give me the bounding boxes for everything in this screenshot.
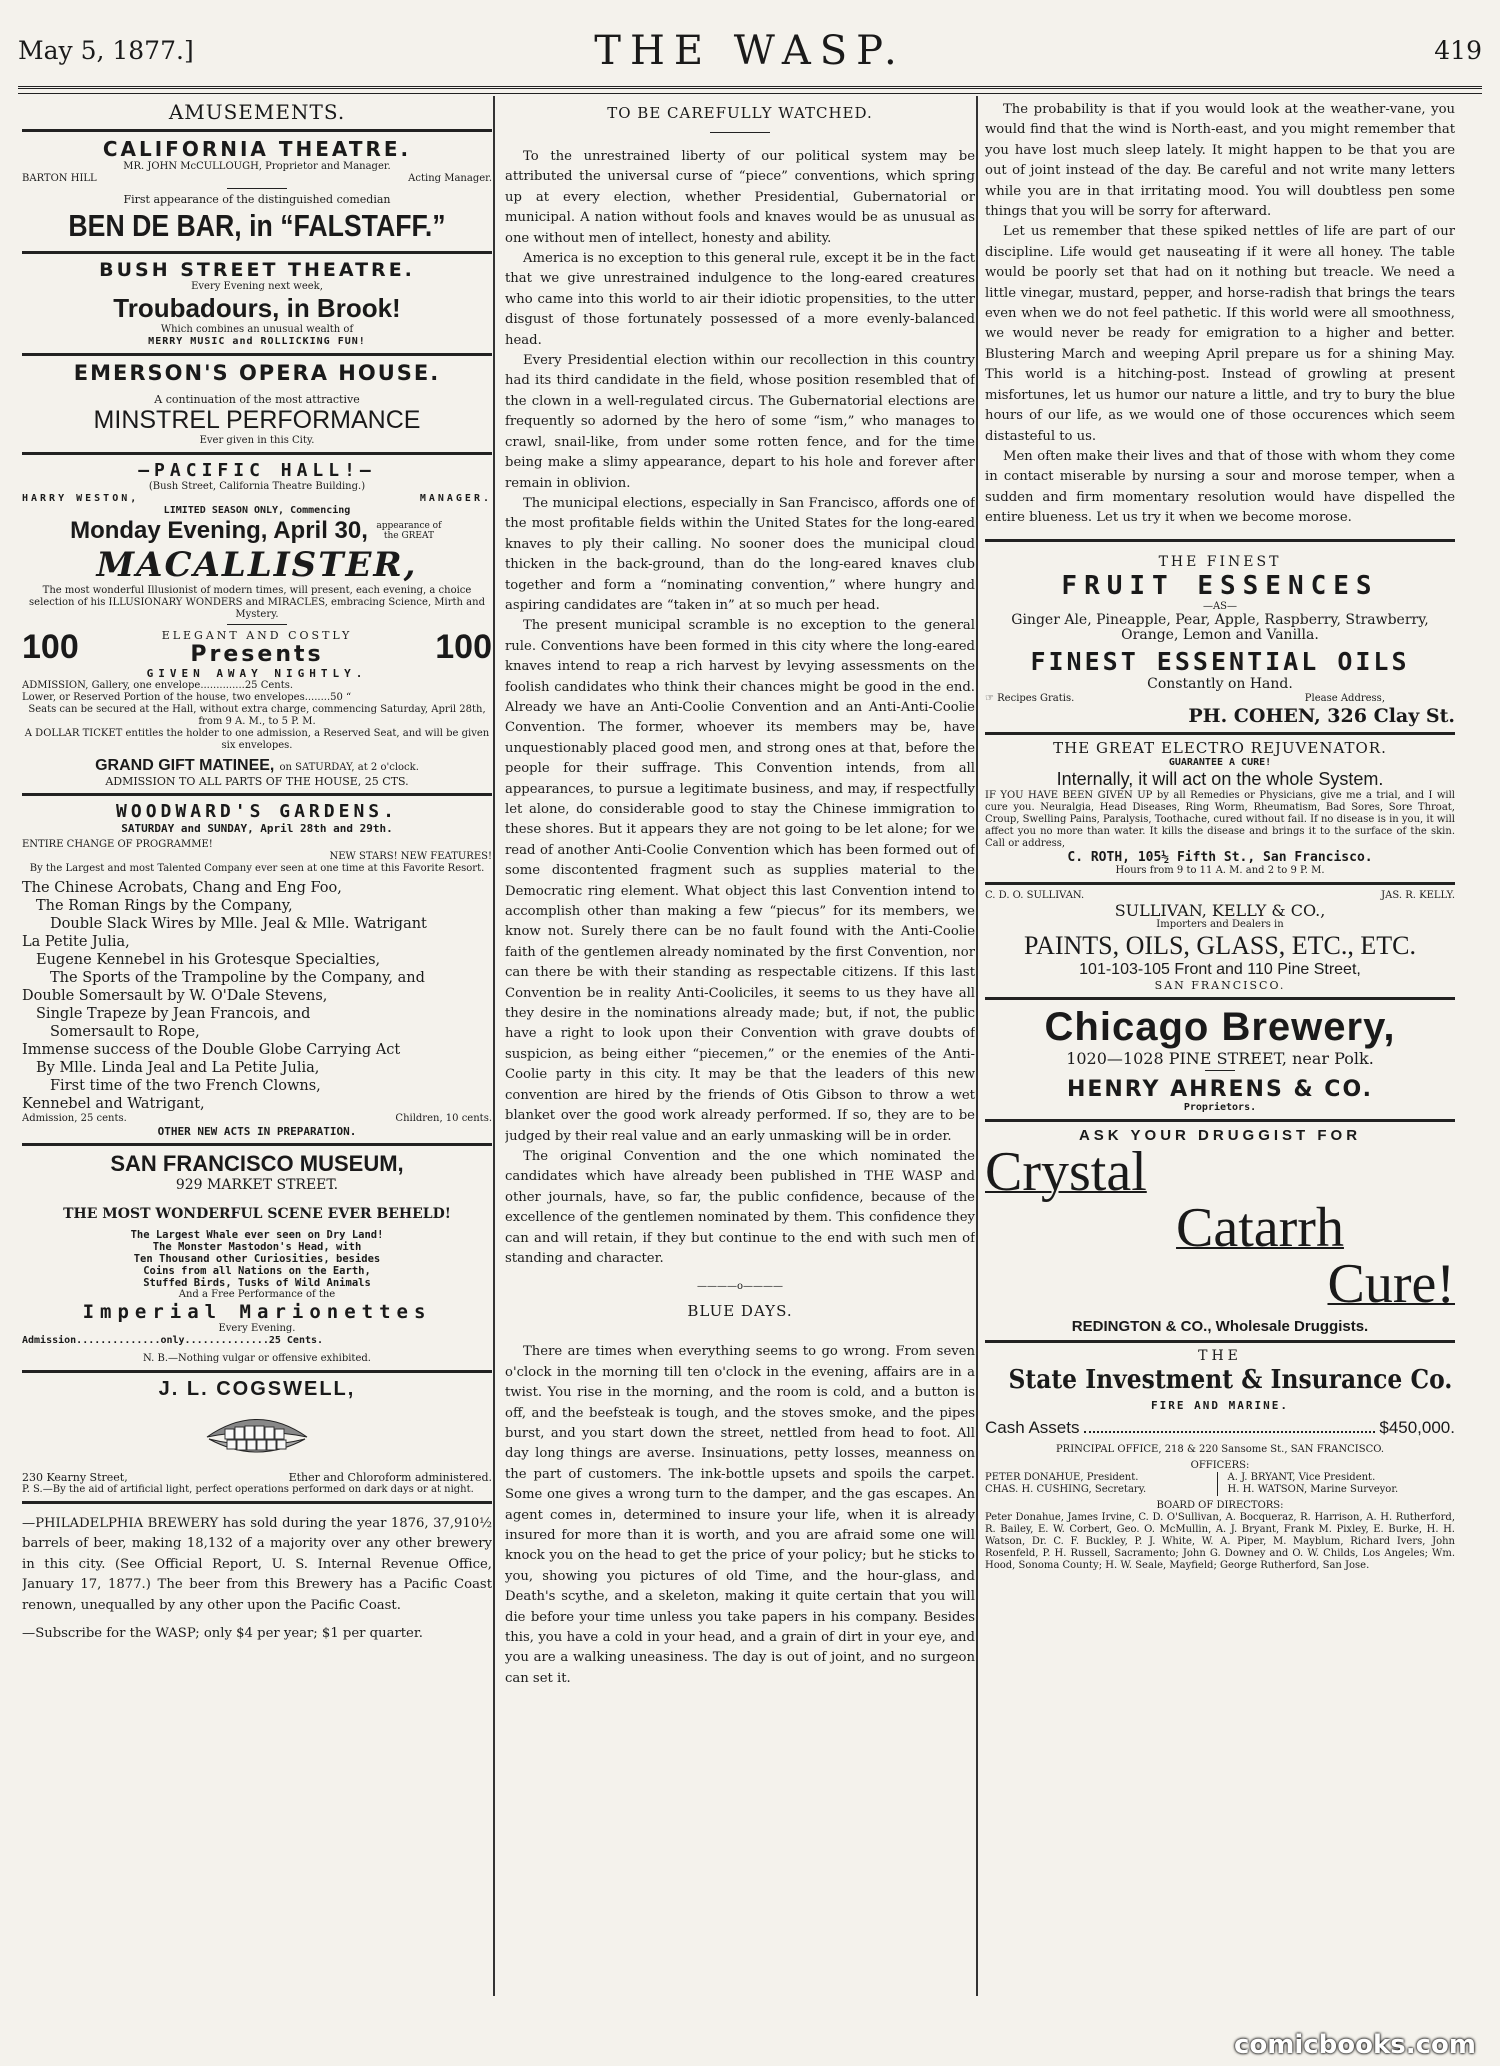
woodward-title: WOODWARD'S GARDENS.: [116, 801, 398, 822]
electro-guarantee: GUARANTEE A CURE!: [1168, 756, 1272, 768]
column-amusements: [22, 100, 492, 2000]
woodward-act: First time of the two French Clowns,: [50, 1078, 321, 1094]
state-name: State Investment & Insurance Co.: [1008, 1364, 1453, 1395]
column-divider: [493, 96, 495, 1996]
museum-admission: Admission..............only..............25 Cents.: [22, 1335, 324, 1346]
pacific-desc: The most wonderful Illusionist of modern times, will present, each evening, a choice selection of his ILLUSIONARY WONDERS and MIRACLES, embracing Science, Mirth and Mystery.: [29, 585, 485, 620]
woodward-new: NEW STARS! NEW FEATURES!: [329, 851, 492, 862]
cure-word: Cure!: [1327, 1252, 1455, 1315]
california-title: CALIFORNIA THEATRE.: [102, 137, 412, 161]
fruit-please: Please Address,: [1304, 692, 1385, 704]
fruit-hand: Constantly on Hand.: [1147, 675, 1293, 692]
chicago-henry: HENRY AHRENS & CO.: [1066, 1076, 1374, 1102]
watched-para: The original Convention and the one which nominated the candidates which have already been published in THE WASP and other journals, have, so far, the public confidence, because of the excellence of the gentlemen nominated by them. This confidence they can and will retain, if they but continue to the end with such men of standing and character.: [505, 1148, 975, 1266]
california-proprietor: MR. JOHN McCULLOUGH, Proprietor and Manager.: [123, 161, 391, 172]
watched-para: To the unrestrained liberty of our political system may be attributed the universal curse of “piece” conventions, which spring up at every election, whether Presidential, Gubernatorial or municipal. A nation without fools and knaves would be as unusual as one without men of intellect, honesty and ability.: [505, 149, 975, 246]
sullivan-name: SULLIVAN, KELLY & CO.,: [1114, 900, 1326, 920]
woodward-admission: Admission, 25 cents.: [22, 1113, 127, 1124]
sullivan-right: JAS. R. KELLY.: [1381, 889, 1455, 901]
ad-cogswell: [22, 1373, 492, 1504]
pacific-elegant: ELEGANT AND COSTLY: [161, 628, 353, 642]
woodward-act: By Mlle. Linda Jeal and La Petite Julia,: [36, 1060, 320, 1076]
state-directors: Peter Donahue, James Irvine, C. D. O'Sullivan, A. Bocqueraz, R. Harrison, A. H. Rutherford, R. Bailey, E. W. Corbert, Geo. O. McMullin, A. J. Bryant, Frank M. Pixley, E. Burke, H. H. Watson, Dr. C. F. Buckley, P. J. White, W. A. Piper, M. Mayblum, Richard Ivers, John Rosenfeld, P. H. Russell, Sacramento; John G. Downey and O. W. Childs, Los Angeles; Wm. Hood, Sonoma County; H. W. Seale, Mayfield; George Rutherford, San Jose.: [985, 1511, 1455, 1571]
bush-desc: Which combines an unusual wealth of: [160, 324, 354, 335]
bush-show: Troubadours, in Brook!: [113, 293, 401, 323]
bush-fun: MERRY MUSIC and ROLLICKING FUN!: [148, 336, 366, 347]
state-cash-label: Cash Assets: [985, 1417, 1080, 1437]
presents-count-left: 100: [22, 628, 79, 666]
officer-marine-surveyor: H. H. WATSON, Marine Surveyor.: [1227, 1483, 1399, 1495]
state-board: BOARD OF DIRECTORS:: [1156, 1499, 1284, 1511]
sullivan-city: SAN FRANCISCO.: [1154, 978, 1286, 992]
woodward-act: The Roman Rings by the Company,: [36, 898, 293, 914]
sullivan-paints: PAINTS, OILS, GLASS, ETC., ETC.: [1024, 930, 1416, 960]
crystal-redington: REDINGTON & CO., Wholesale Druggists.: [1071, 1317, 1369, 1335]
masthead: [18, 28, 1482, 86]
electro-hours: Hours from 9 to 11 A. M. and 2 to 9 P. M.: [1115, 864, 1325, 876]
crystal-word: Crystal: [985, 1140, 1147, 1203]
museum-line: The Largest Whale ever seen on Dry Land!: [130, 1229, 384, 1241]
fruit-finest: THE FINEST: [1158, 553, 1282, 570]
state-office: PRINCIPAL OFFICE, 218 & 220 Sansome St., SAN FRANCISCO.: [1055, 1443, 1385, 1455]
fruit-list: Ginger Ale, Pineapple, Pear, Apple, Raspberry, Strawberry, Orange, Lemon and Vanilla.: [1011, 611, 1429, 643]
woodward-change: ENTIRE CHANGE OF PROGRAMME!: [22, 839, 213, 850]
electro-roth: C. ROTH, 105½ Fifth St., San Francisco.: [1067, 849, 1373, 865]
crystal-ask: ASK YOUR DRUGGIST FOR: [1078, 1126, 1362, 1144]
museum-every: Every Evening.: [218, 1323, 296, 1334]
blue-para: There are times when everything seems to go wrong. From seven o'clock in the morning till ten o'clock in the evening, affairs are in a twist. You rise in the morning, and the room is cold, and a button is off, and the beefsteak is tough, and the stoves smoke, and the pipes burst, and you start down the street, nettled from head to foot. All day long things are averse. Insinuations, petty losses, meanness on the part of customers. The ink-bottle upsets and spoils the carpet. Some one gives a wrong turn to the damper, and the gas escapes. An agent comes in, determined to insure your life, when it is already insured for more than it is worth, and you are afraid some one will knock you on the head to get the price of your policy; but he sticks to you, showing you pictures of old Time, and the hour-glass, and Death's scythe, and a skeleton, making it quite certain that you will die before your time unless you take papers in his company. Besides this, you have a cold in your head, and a grain of dirt in your eye, and you are a walking uneasiness. The day is out of joint, and no surgeon can set it.: [505, 1344, 975, 1686]
emerson-cont: A continuation of the most attractive: [154, 393, 360, 406]
woodward-days: SATURDAY and SUNDAY, April 28th and 29th.: [121, 822, 393, 835]
pacific-grand: GRAND GIFT MATINEE,: [95, 757, 275, 774]
ad-crystal-catarrh: [985, 1122, 1455, 1343]
emerson-show: MINSTREL PERFORMANCE: [93, 406, 421, 434]
pacific-presents: Presents: [190, 641, 324, 667]
chicago-proprietors: Proprietors.: [1183, 1101, 1257, 1113]
fruit-as: —AS—: [1202, 600, 1238, 612]
ad-electro: [985, 735, 1455, 885]
woodward-act: The Chinese Acrobats, Chang and Eng Foo,: [22, 880, 342, 896]
officer-vice-president: A. J. BRYANT, Vice President.: [1227, 1471, 1376, 1483]
woodward-act: Kennebel and Watrigant,: [22, 1096, 205, 1112]
masthead-rule: [18, 86, 1482, 94]
pacific-star: MACALLISTER,: [96, 545, 418, 585]
woodward-acts: [22, 879, 492, 1113]
fruit-oils: FINEST ESSENTIAL OILS: [1030, 646, 1410, 676]
ad-chicago-brewery: [985, 1000, 1455, 1122]
california-manager-role: Acting Manager.: [408, 173, 492, 184]
amusements-heading-block: [22, 100, 492, 132]
museum-nb: N. B.—Nothing vulgar or offensive exhibited.: [143, 1353, 371, 1364]
presents-count-right: 100: [435, 628, 492, 666]
woodward-act: The Sports of the Trampoline by the Company, and: [50, 970, 425, 986]
watched-para: Every Presidential election within our recollection in this country had its third candidate in the field, whose position resembled that of the clown in a well-regulated circus. The Gubernatorial elections are frequently so adorned by the hero of some “ism,” who manages to crawl, snail-like, from under some rotten fence, and for the time being make a slimy appearance, depart to his hole and forever after remain in oblivion.: [505, 353, 975, 491]
pacific-title: —PACIFIC HALL!—: [138, 460, 376, 481]
brewery-note-block: [22, 1514, 492, 1644]
watermark: comicbooks.com: [1233, 2030, 1476, 2060]
state-the: THE: [1198, 1347, 1242, 1364]
woodward-act: Immense success of the Double Globe Carrying Act: [22, 1042, 401, 1058]
ad-california-theatre: [22, 132, 492, 254]
watched-article: [505, 147, 975, 1269]
fruit-cohen: PH. COHEN, 326 Clay St.: [1188, 704, 1455, 727]
watched-para: The present municipal scramble is no exception to the general rule. Conventions have been formed in this city where the long-eared knaves intend to reap a rich harvest by levying assessments on the foolish candidates who think their chances might be good in the end. Already we have an Anti-Coolie Convention and an Anti-Anti-Coolie Convention. The former, whoever its members may be, have unquestionably placed good men, and strong ones at that, before the people for their suffrage. This Convention intends, from all appearances, to pursue a legitimate business, and may, if respectfully let alone, do considerable good to stay the Chinese immigration to these shores. But it appears they are not going to be let alone; for we read of another Anti-Coolie Convention which has been formed out of some discontented fragment such as supplies material to the Democratic ring element. What object this last Convention intend to accomplish other than making a few “piecus” for its members, we know not. Surely there can be no fault found with the Anti-Coolie faith of the gentlemen already nominated by the first Convention, nor can there be with their standing as respectable citizens. If this last Convention be in reality Anti-Cooliciles, it seems to us they have all they desire in the nominations already made; but, if not, the public have a right to look upon their Convention with grave doubts of suspicion, as being either “piecemen,” or the enemies of the Anti-Coolie party in this city. It may be that the leaders of this new convention are hired by the friends of Otis Gibson to throw a wet blanket over the good work already performed. If so, they are to be judged by their real value and an early unmasking will be in order.: [505, 618, 975, 1144]
woodward-act: Somersault to Rope,: [50, 1024, 200, 1040]
newspaper-title: THE WASP.: [594, 28, 906, 74]
museum-line: Stuffed Birds, Tusks of Wild Animals: [143, 1277, 371, 1289]
fruit-recipes: ☞ Recipes Gratis.: [985, 692, 1075, 704]
woodward-act: Eugene Kennebel in his Grotesque Specialties,: [36, 952, 381, 968]
dentures-icon: [197, 1407, 317, 1467]
fruit-name: FRUIT ESSENCES: [1061, 570, 1379, 601]
woodward-act: Double Slack Wires by Mlle. Jeal & Mlle. Watrigant: [50, 916, 427, 932]
cogswell-ps: P. S.—By the aid of artificial light, perfect operations performed on dark days or at night.: [22, 1484, 474, 1495]
pacific-manager-role: MANAGER.: [419, 493, 492, 504]
pacific-admission: ADMISSION, Gallery, one envelope..............25 Cents.: [22, 680, 294, 691]
chicago-name: Chicago Brewery,: [1044, 1004, 1396, 1049]
woodward-act: Double Somersault by W. O'Dale Stevens,: [22, 988, 328, 1004]
woodward-act: Single Trapeze by Jean Francois, and: [36, 1006, 311, 1022]
ad-woodward: [22, 796, 492, 1146]
cogswell-address: 230 Kearny Street,: [22, 1471, 128, 1484]
ad-fruit-essences: [985, 542, 1455, 735]
pacific-lower: Lower, or Reserved Portion of the house, two envelopes........50 “: [22, 692, 352, 703]
chicago-address: 1020—1028 PINE STREET, near Polk.: [1066, 1048, 1374, 1068]
woodward-other: OTHER NEW ACTS IN PREPARATION.: [157, 1125, 357, 1138]
museum-line: Coins from all Nations on the Earth,: [143, 1265, 371, 1277]
pacific-manager: HARRY WESTON,: [22, 493, 140, 504]
blue-para: The probability is that if you would look at the weather-vane, you would find that the wind is North-east, and you might remember that you have lost much sleep lately. It might happen to be that you are out of joint instead of the day. Be careful and not write many letters while you are in that irritating mood. You will doubtless pen some things that you will be sorry for afterward.: [985, 102, 1455, 220]
page-number: 419: [1434, 36, 1482, 65]
museum-address: 929 MARKET STREET.: [175, 1177, 339, 1193]
pacific-limited: LIMITED SEASON ONLY, Commencing: [163, 505, 351, 516]
column-editorial: TO BE CAREFULLY WATCHED. To the unrestrained liberty of our political system may be attributed the universal curse of “piece” conventions, which spring up at every election, whether Presidential, Gubernatorial or municipal. A nation without fools and knaves would be as unusual as one without men of intellect, honesty and ability. America is no exception to this general rule, except it be in the fact that we give unrestrained indulgence to the long-eared creatures who came into this world to air their idiotic propensities, to the utter disgust of those fortunately possessed of a more evenly-balanced head. Every Presidential election within our recollection in this country had its third candidate in the field, whose position resembled that of the clown in a well-regulated circus. The Gubernatorial elections are frequently so adorned by the hero of some “ism,” who manages to crawl, snail-like, from under some rotten fence, and for the time being make a slimy appearance, depart to his hole and forever after remain in oblivion. The municipal elections, especially in San Francisco, affords one of the most profitable fields within the United States for the long-eared knaves to ply their calling. No sooner does the municipal cloud thicken in the back-ground, than do the long-eared knaves club together and form a “nominating convention,” where hungry and aspiring candidates are “taken in” at so much per head. The present municipal scramble is no exception to the general rule. Conventions have been formed in this city where the long-eared knaves intend to reap a rich harvest by levying assessments on the foolish candidates who think their chances might be good in the end. Already we have an Anti-Coolie Convention and an Anti-Anti-Coolie Convention. The former, whoever its members may be, have unquestionably placed good men, and strong ones at that, before the people for their suffrage. This Convention intends, from all appearances, to pursue a legitimate business, and may, if respectfully let alone, do considerable good to stay the Chinese immigration to these shores. But it appears they are not going to be let alone; for we read of another Anti-Coolie Convention which has been formed out of some discontented fragment such as supplies material to the Democratic ring element. What object this last Convention intend to accomplish other than making a few “piecus” for its members, we know not. Surely there can be no fault found with the Anti-Coolie faith of the gentlemen already nominated by the first Convention, nor can there be with their standing as respectable citizens. If this last Convention be in reality Anti-Cooliciles, it seems to us they have all they desire in the nominations already made; but, if not, the public have a right to look upon their Convention with grave doubts of suspicion, as being either “piecemen,” or the enemies of the Anti-Coolie party in this city. It may be that the leaders of this new convention are hired by the friends of Otis Gibson to throw a wet blanket over the good work already performed. If so, they are to be judged by their real value and an early unmasking will be in order. The original Convention and the one which nominated the candidates which have already been published in THE WASP and other journals, have, so far, the public confidence, because of the excellence of the gentlemen nominated by them. This confidence they can and will retain, if they but continue to the end with such men of standing and character. ————o———— BLUE DAYS. There are times when everything seems to go wrong. From seven o'clock in the morning till ten o'clock in the evening, affairs are in a twist. You rise in the morning, and the room is cold, and a button is off, and the beefsteak is tough, and the stoves smoke, and the pipes burst, and you start down the street, nettled from head to foot. All day long things are averse. Insinuations, petty losses, meanness on the part of customers. The ink-bottle upsets and spoils the carpet. Some one gives a wrong turn to the damper, and the gas escapes. An agent comes in, determined to insure your life, when it is already insured for more than it is worth, and you are afraid some one will knock you on the head to get the price of your policy; but he sticks to you, showing you pictures of old Time, and the hour-glass, and Death's scythe, and a skeleton, making it quite certain that you will die before your time unless you take papers in his company. Besides this, you have a cold in your head, and a grain of dirt in your eye, and you are a walking uneasiness. The day is out of joint, and no surgeon can set it.: [505, 100, 975, 2000]
pacific-dollar: A DOLLAR TICKET entitles the holder to one admission, a Reserved Seat, and will be given six envelopes.: [24, 728, 490, 751]
bush-when: Every Evening next week,: [191, 281, 323, 292]
woodward-by: By the Largest and most Talented Company ever seen at one time at this Favorite Resort.: [29, 863, 485, 874]
electro-body: IF YOU HAVE BEEN GIVEN UP by all Remedies or Physicians, give me a trial, and I will cure you. Neuralgia, Head Diseases, Ring Worm, Rheumatism, Bad Sores, Sore Throat, Croup, Swelling Pains, Paralysis, Toothache, cured without fail. If no disease is in you, it will affect you no more than water. It kills the disease and brings it to the surface of the skin. Call or address,: [985, 789, 1455, 849]
ad-emerson: [22, 356, 492, 455]
museum-free: And a Free Performance of the: [178, 1289, 336, 1300]
state-officers: OFFICERS:: [1190, 1459, 1250, 1471]
bush-title: BUSH STREET THEATRE.: [99, 259, 415, 281]
sullivan-importers: Importers and Dealers in: [1156, 918, 1284, 930]
issue-date: May 5, 1877.]: [18, 36, 194, 65]
pacific-sub: (Bush Street, California Theatre Building.): [148, 481, 366, 492]
california-first: First appearance of the distinguished comedian: [123, 193, 391, 206]
california-star: BEN DE BAR, in “FALSTAFF.”: [68, 208, 446, 243]
museum-line: The Monster Mastodon's Head, with: [152, 1241, 362, 1253]
officer-secretary: CHAS. H. CUSHING, Secretary.: [985, 1483, 1147, 1495]
watched-para: America is no exception to this general rule, except it be in the fact that we give unrestrained indulgence to the long-eared creatures who came into this world to air their idiotic propensities, to the utter disgust of those fortunately possessed of a more evenly-balanced head.: [505, 251, 975, 348]
emerson-ever: Ever given in this City.: [199, 435, 315, 446]
emerson-title: EMERSON'S OPERA HOUSE.: [73, 361, 441, 385]
blue-para: Let us remember that these spiked nettles of life are part of our discipline. Life would get nauseating if it were all honey. The table would be poorly set that had on it nothing but treacle. We need a little vinegar, mustard, pepper, and horse-radish that brings the tears even when we do not feel pathetic. If this world were all smoothness, we would never be ready for emigration to a higher and better. Blustering March and weeping April prepare us for a shining May. This world is a hitching-post. Instead of growling at present misfortunes, let us humor our nature a little, and try to bury the blue hours of our life, as we would one of those occurences which seem distasteful to us.: [985, 224, 1455, 444]
column-divider: [976, 96, 978, 1996]
museum-marionettes: Imperial Marionettes: [82, 1301, 432, 1323]
pacific-appearance: appearance of the GREAT: [376, 521, 442, 541]
blue-para: Men often make their lives and that of those with whom they come in contact miserable by nursing a sour and morose temper, when a sudden and firm momentary resolution would have dispelled the entire blueness. Let us try it when we become morose.: [985, 448, 1455, 526]
catarrh-word: Catarrh: [1176, 1196, 1344, 1259]
electro-title: THE GREAT ELECTRO REJUVENATOR.: [1053, 738, 1387, 757]
state-cash-value: $450,000.: [1379, 1417, 1455, 1437]
electro-internally: Internally, it will act on the whole System.: [1056, 768, 1384, 789]
watched-para: The municipal elections, especially in San Francisco, affords one of the most profitable fields within the United States for the long-eared knaves to ply their calling. No sooner does the municipal cloud thicken in the back-ground, than do the long-eared knaves club together and form a “nominating convention,” where hungry and aspiring candidates are “taken in” at so much per head.: [505, 495, 975, 613]
pacific-monday: Monday Evening, April 30,: [70, 517, 368, 544]
ad-sullivan-kelly: [985, 885, 1455, 1000]
california-manager-name: BARTON HILL: [22, 173, 97, 184]
ad-bush-street: [22, 254, 492, 356]
pacific-seats: Seats can be secured at the Hall, without extra charge, commencing Saturday, April 28th, from 9 A. M., to 5 P. M.: [28, 704, 486, 727]
pacific-admit: ADMISSION TO ALL PARTS OF THE HOUSE, 25 CTS.: [105, 775, 409, 788]
sullivan-left: C. D. O. SULLIVAN.: [985, 889, 1085, 901]
cogswell-name: J. L. COGSWELL,: [158, 1378, 356, 1400]
woodward-children: Children, 10 cents.: [395, 1113, 492, 1124]
ad-state-investment: [985, 1343, 1455, 1577]
woodward-act: La Petite Julia,: [22, 934, 130, 950]
pacific-grand-rest: on SATURDAY, at 2 o'clock.: [279, 762, 419, 773]
sullivan-address: 101-103-105 Front and 110 Pine Street,: [1079, 960, 1361, 978]
blue-title: BLUE DAYS.: [687, 1302, 793, 1321]
blue-continued: [985, 100, 1455, 529]
watched-title: TO BE CAREFULLY WATCHED.: [607, 104, 873, 122]
museum-lines: [22, 1229, 492, 1289]
brewery-note: —PHILADELPHIA BREWERY has sold during the year 1876, 37,910½ barrels of beer, making 18,132 of a majority over any other brewery in this city. (See Official Report, U. S. Internal Revenue Office, January 17, 1877.) The beer from this Brewery has a Pacific Coast renown, unequalled by any other upon the Pacific Coast.: [22, 1516, 492, 1613]
pacific-given: GIVEN AWAY NIGHTLY.: [146, 667, 368, 680]
museum-title: SAN FRANCISCO MUSEUM,: [110, 1151, 404, 1176]
officer-president: PETER DONAHUE, President.: [985, 1471, 1139, 1483]
cogswell-ether: Ether and Chloroform administered.: [288, 1471, 492, 1484]
column-ads: [985, 100, 1455, 2000]
ad-pacific-hall: [22, 455, 492, 796]
state-fire: FIRE AND MARINE.: [1151, 1398, 1289, 1412]
museum-scene: THE MOST WONDERFUL SCENE EVER BEHELD!: [63, 1206, 451, 1222]
museum-line: Ten Thousand other Curiosities, besides: [133, 1253, 381, 1265]
amusements-heading: AMUSEMENTS.: [168, 100, 346, 124]
subscribe-note: —Subscribe for the WASP; only $4 per year; $1 per quarter.: [22, 1626, 423, 1642]
ad-sf-museum: [22, 1146, 492, 1373]
